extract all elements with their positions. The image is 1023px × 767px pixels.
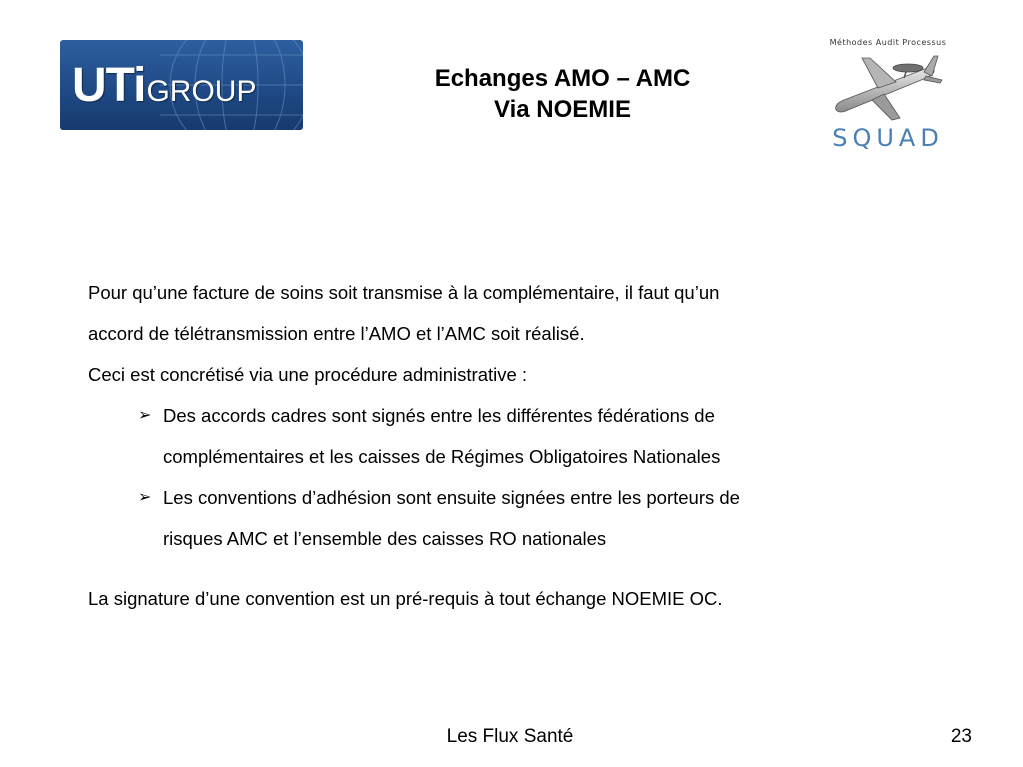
squad-logo [826, 38, 950, 154]
bullet-2-line-1: Les conventions d’adhésion sont ensuite signées entre les porteurs de [163, 487, 740, 508]
arrow-bullet-icon: ➢ [138, 407, 152, 424]
bullet-1-line-1: Des accords cadres sont signés entre les différentes fédérations de [163, 405, 715, 426]
slide-title-line-1: Echanges AMO – AMC [434, 65, 691, 92]
page-number: 23 [950, 726, 972, 747]
slide-body [88, 272, 908, 619]
intro-line-2: accord de télétransmission entre l’AMO et l’AMC soit réalisé. [88, 323, 585, 344]
list-item [136, 395, 908, 477]
bullet-2-line-2: risques AMC et l’ensemble des caisses RO nationales [163, 528, 607, 549]
squad-wordmark: SQUAD [832, 124, 944, 152]
procedure-line: Ceci est concrétisé via une procédure administrative : [88, 364, 528, 385]
uti-logo-text: UTiGROUP [72, 59, 257, 112]
bullet-list [88, 395, 908, 559]
bullet-1-line-2: complémentaires et les caisses de Régimes Obligatoires Nationales [163, 446, 721, 467]
uti-group-logo [60, 40, 303, 130]
list-item [136, 477, 908, 559]
squad-tagline: Méthodes Audit Processus [829, 38, 947, 47]
slide-title-line-2: Via NOEMIE [494, 96, 631, 123]
intro-line-1: Pour qu’une facture de soins soit transmise à la complémentaire, il faut qu’un [88, 282, 720, 303]
airplane-icon [826, 48, 950, 128]
footer-title: Les Flux Santé [446, 726, 574, 747]
slide-title [330, 63, 795, 125]
arrow-bullet-icon: ➢ [138, 489, 152, 506]
closing-line: La signature d’une convention est un pré-requis à tout échange NOEMIE OC. [88, 588, 723, 609]
